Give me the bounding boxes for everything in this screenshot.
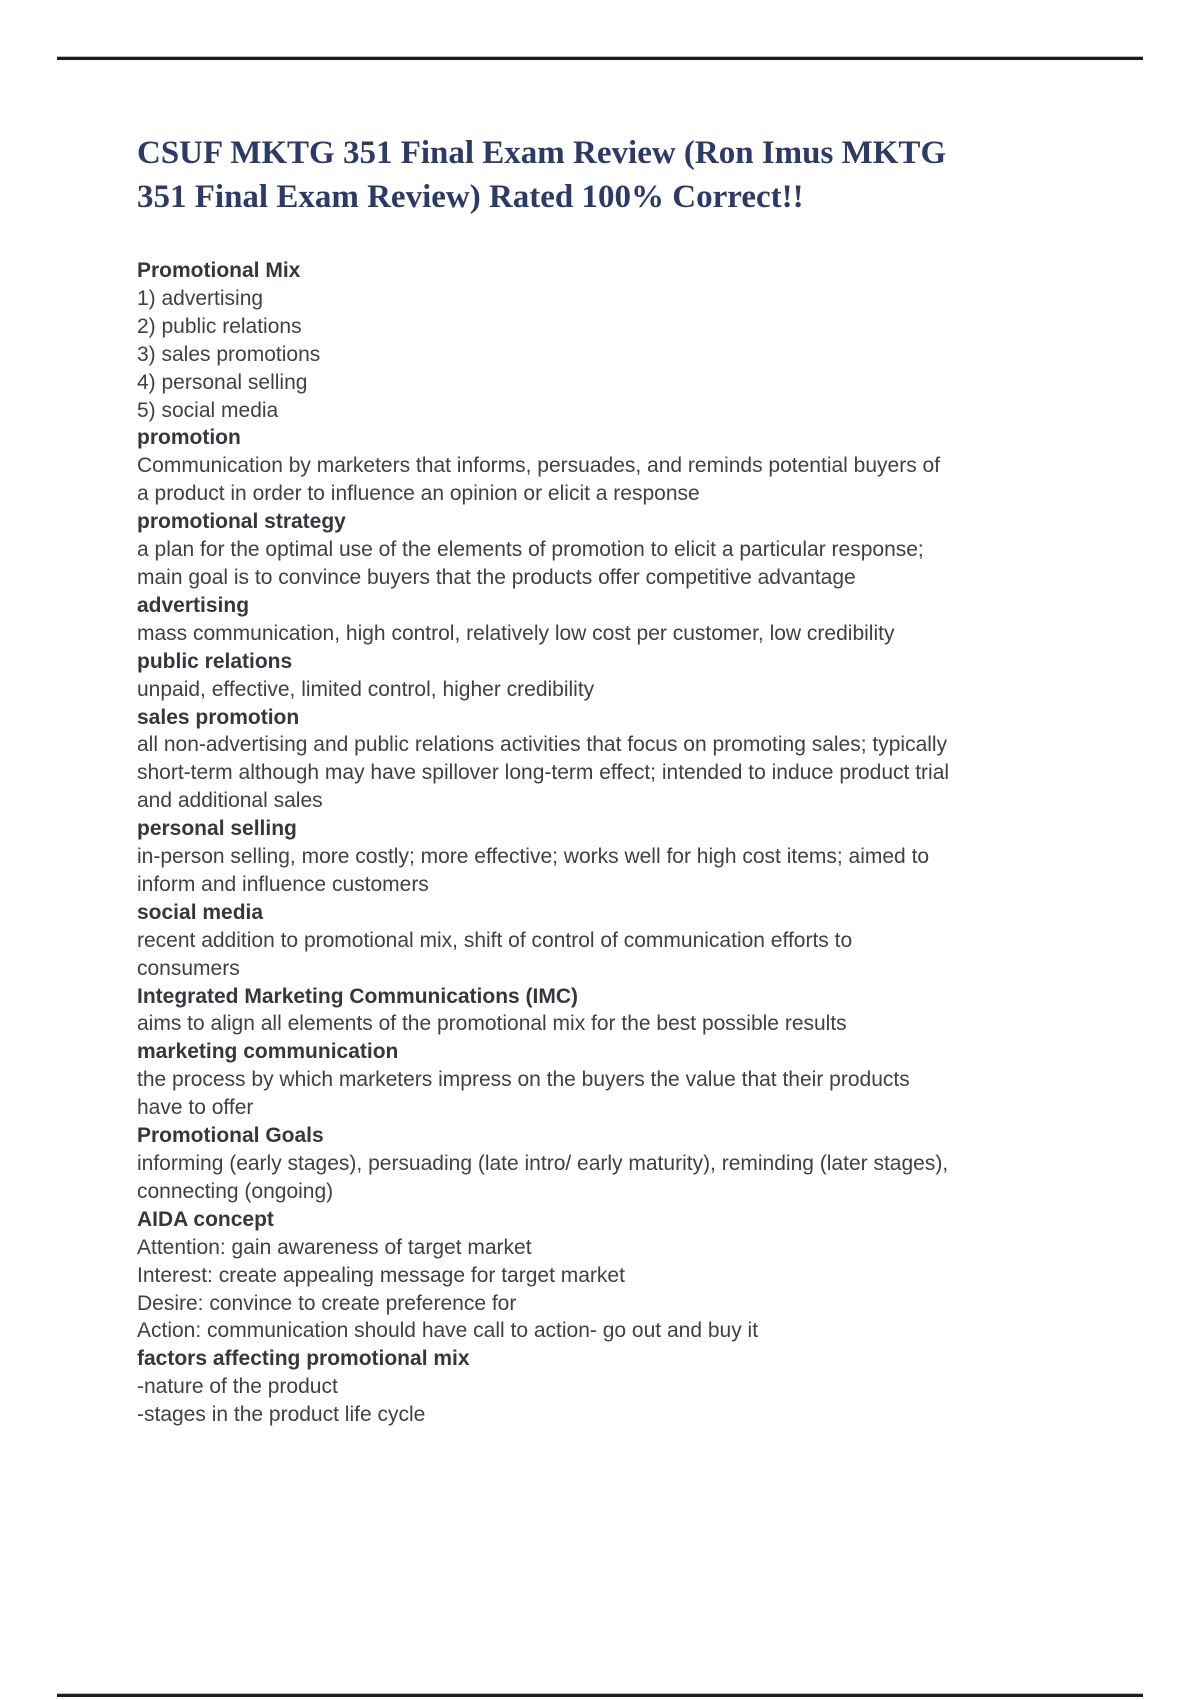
definition-line: a plan for the optimal use of the elements of promotion to elicit a particular response; [137, 538, 924, 562]
term: advertising [137, 593, 250, 617]
term: Promotional Goals [137, 1124, 324, 1148]
definition-line: Desire: convince to create preference for [137, 1291, 517, 1315]
definition-line: inform and influence customers [137, 872, 429, 896]
definition-line: connecting (ongoing) [137, 1179, 334, 1203]
definition-list [137, 257, 1067, 1429]
definition-line: 2) public relations [137, 314, 302, 338]
definition-line: -stages in the product life cycle [137, 1403, 426, 1427]
definition-line: consumers [137, 956, 240, 980]
definition-line: the process by which marketers impress on the buyers the value that their products [137, 1068, 910, 1092]
definition-line: recent addition to promotional mix, shift of control of communication efforts to [137, 928, 853, 952]
definition-line: aims to align all elements of the promotional mix for the best possible results [137, 1012, 847, 1036]
term: Integrated Marketing Communications (IMC) [137, 984, 579, 1008]
definition-line: unpaid, effective, limited control, higher credibility [137, 677, 595, 701]
definition-line: informing (early stages), persuading (late intro/ early maturity), reminding (later stages), [137, 1152, 949, 1175]
definition-line: -nature of the product [137, 1375, 338, 1399]
term: marketing communication [137, 1040, 399, 1064]
definition-line: have to offer [137, 1096, 254, 1120]
definition-line: in-person selling, more costly; more effective; works well for high cost items; aimed to [137, 845, 930, 869]
definition-line: and additional sales [137, 789, 323, 813]
document-content [137, 0, 1067, 1429]
term: sales promotion [137, 705, 300, 729]
definition-line: mass communication, high control, relatively low cost per customer, low credibility [137, 621, 895, 645]
term: promotion [137, 426, 241, 450]
definition-line: 4) personal selling [137, 370, 308, 394]
definition-line: all non-advertising and public relations activities that focus on promoting sales; typically [137, 733, 948, 757]
definition-line: Action: communication should have call to action- go out and buy it [137, 1319, 759, 1343]
bottom-divider [57, 1693, 1143, 1697]
page-title [137, 0, 1067, 219]
definition-line: 5) social media [137, 398, 279, 422]
definition-line: 1) advertising [137, 286, 264, 310]
term: personal selling [137, 817, 297, 841]
definition-line: a product in order to influence an opinion or elicit a response [137, 482, 700, 506]
definition-line: Communication by marketers that informs, persuades, and reminds potential buyers of [137, 454, 941, 478]
definition-line: Attention: gain awareness of target market [137, 1235, 532, 1259]
term: Promotional Mix [137, 259, 301, 282]
definition-line: Interest: create appealing message for target market [137, 1263, 625, 1287]
page-title-line-1: CSUF MKTG 351 Final Exam Review (Ron Imus MKTG [137, 135, 947, 171]
definition-line: 3) sales promotions [137, 342, 321, 366]
term: AIDA concept [137, 1207, 274, 1231]
definition-line: short-term although may have spillover long-term effect; intended to induce product trial [137, 761, 950, 785]
term: social media [137, 900, 264, 924]
term: factors affecting promotional mix [137, 1347, 470, 1371]
term: public relations [137, 649, 293, 673]
term: promotional strategy [137, 510, 346, 534]
definition-line: main goal is to convince buyers that the products offer competitive advantage [137, 565, 856, 589]
page-title-line-2: 351 Final Exam Review) Rated 100% Correct!! [137, 179, 804, 215]
